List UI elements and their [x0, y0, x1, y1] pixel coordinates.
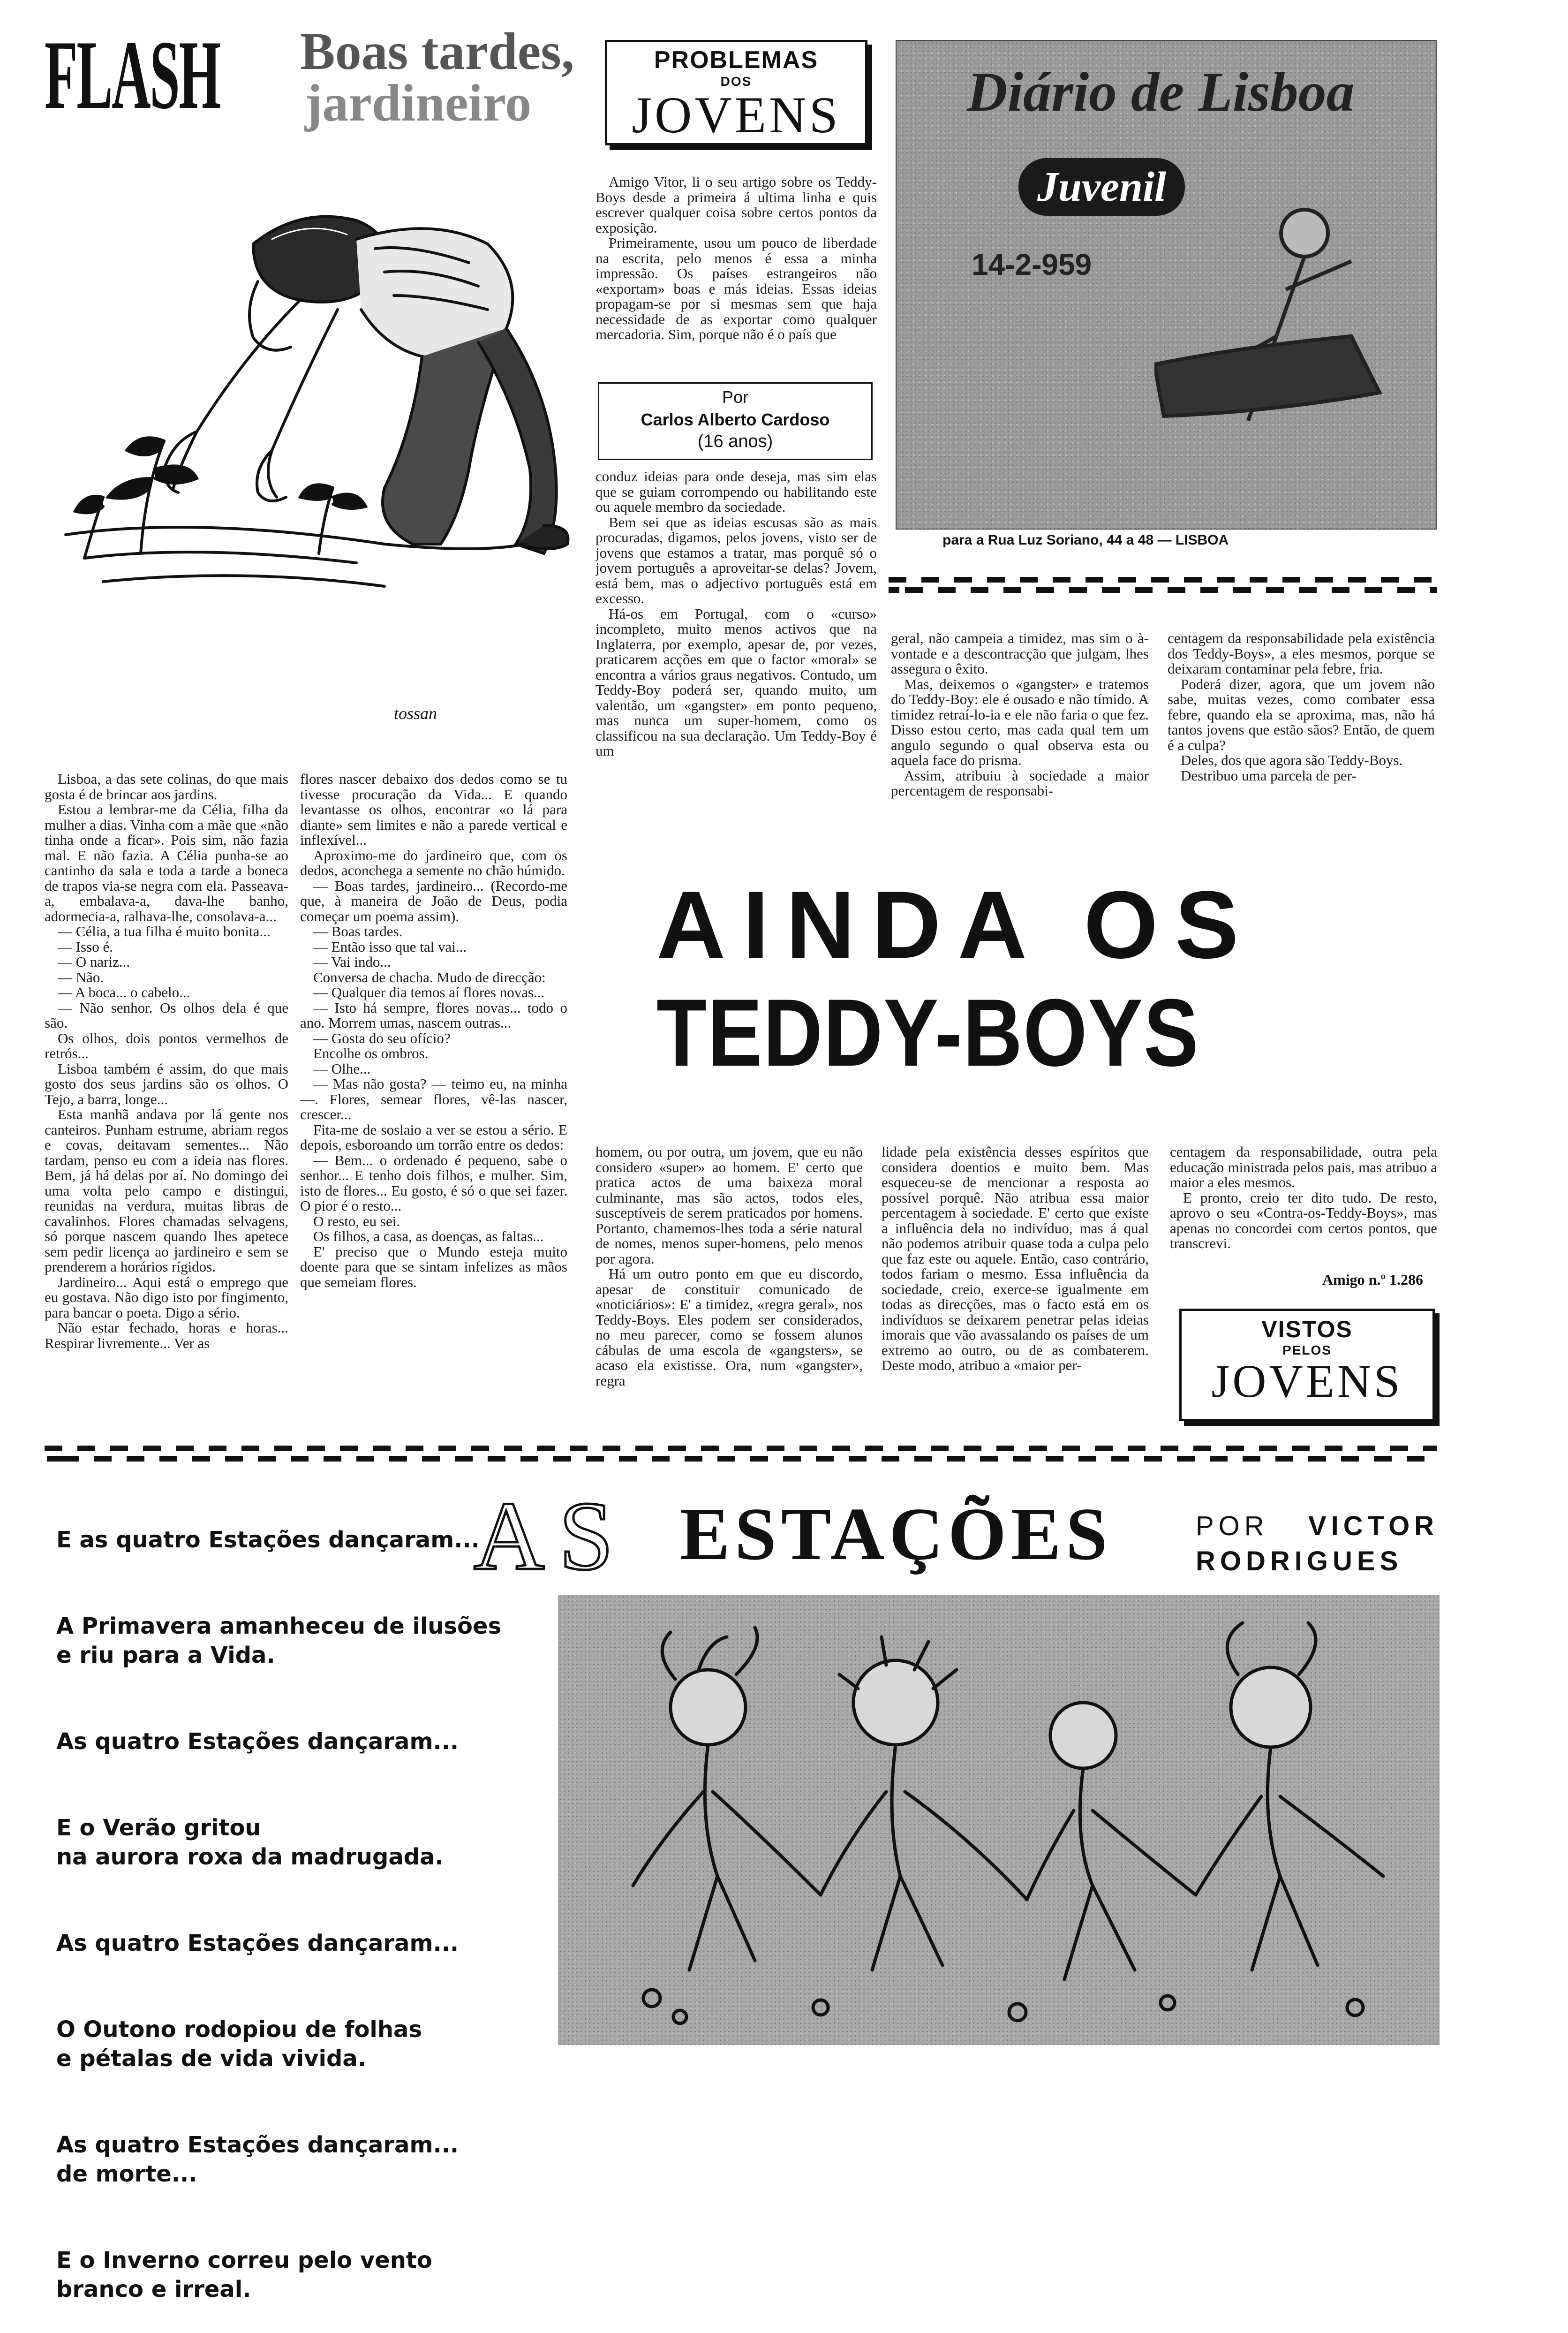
flash-c1-p4: — Isso é. [58, 938, 113, 955]
problemas-col-a-p1: conduz ideias para onde deseja, mas sim elas que se guiam corrompendo ou habilitando este ou aquele membro da sociedade. [596, 469, 877, 515]
lower-col-a-p2: Há um outro ponto em que eu discordo, apesar de constituir comunicado de «noticiários»: E' a timidez, «regra geral», nos Teddy-Boys. Eles podem ser considerados, no meu parecer, como se fossem alunos cábulas de uma escola de «gangsters», se acaso ela existisse. Ora, num «gangster», regra [596, 1265, 863, 1389]
problemas-col-a-p3: Há-os em Portugal, com o «curso» incompleto, muito menos activos que na Inglaterra, por exemplo, apesar de, por vezes, praticarem acções em que o factor «moral» se encontra a vários graus negativos. Contudo, um Teddy-Boy poderá ser, quando muito, um valentão, um «gangster» em ponto pequeno, mas nunca um super-homem, como os classificou na sua declaração. Um Teddy-Boy é um [596, 605, 877, 759]
lower-col-b-p1: lidade pela existência desses espíritos que considera doentios e muito bem. Mas esqueceu-se de mencionar a resposta ao possível porquê. Não atribua essa maior percentagem à sociedade. E' certo que existe a influência dela no indivíduo, mas á qual não podemos atribuir quase toda a culpa pelo que faz este ou aquele. Então, caso contrário, todos fariam o mesmo. Essa influência da sociedade, creio, exerce-se igualmente em todas as direcções, mas o facto está em os indivíduos se deixarem penetrar pelas ideias imorais que vão avassalando os países de um extremo ao outro, ou de as combaterem. Deste modo, atribuo a «maior per- [882, 1144, 1149, 1373]
flash-c2-p18: E' preciso que o Mundo esteja muito doente para que se sintam infelizes as mãos que semeiam flores. [300, 1243, 567, 1290]
byline-por: Por [722, 387, 749, 407]
flash-c2-p4: — Boas tardes. [313, 923, 403, 939]
byline-name: Carlos Alberto Cardoso [641, 410, 830, 429]
flash-c1-p2: Estou a lembrar-me da Célia, filha da mulher a dias. Vinha com a mãe que «não tinha onde a ficar». Pois sim, não fazia mal. E não fazia. A Célia punha-se ao cantinho da sala e toda a tarde a boneca de trapos via-se negra com ela. Passeava-a, embalava-a, dava-lhe banho, adormecia-a, ralhava-lhe, consolava-a... [45, 801, 288, 924]
problemas-line2: DOS [720, 74, 752, 89]
estacoes-author-line2: RODRIGUES [1196, 1546, 1403, 1576]
flash-c1-p10: Lisboa também é assim, do que mais gosto dos seus jardins são os olhos. O Tejo, a barra, longe... [45, 1060, 288, 1107]
poem-stanza-3: As quatro Estações dançaram... [56, 1728, 459, 1755]
lower-col-a-p1: homem, ou por outra, um jovem, que eu não considero «super» ao homem. E' certo que pratica actos de uma baixeza moral culminante, mas são actos, todos eles, susceptíveis de serem praticados por homens. Portanto, chamemos-lhes toda a série natural de nomes, menos super-homens, pelo menos por agora. [596, 1144, 863, 1267]
ad-caption: para a Rua Luz Soriano, 44 a 48 — LISBOA [942, 532, 1229, 548]
poem-stanza-4: E o Verão gritou na aurora roxa da madrugada. [56, 1815, 444, 1870]
poem-stanza-6: O Outono rodopiou de folhas e pétalas de vida vivida. [56, 2016, 422, 2072]
dashed-rule-wide [45, 1446, 1437, 1451]
flash-c2-p3: — Boas tardes, jardineiro... (Recordo-me que, à maneira de João de Deus, podia começar um poema assim). [300, 877, 567, 924]
poem-stanza-5: As quatro Estações dançaram... [56, 1930, 459, 1956]
problemas-col-c-p1: centagem da responsabilidade pela existência dos Teddy-Boys», a eles mesmos, porque se deixaram contaminar pela febre, fria. [1168, 631, 1435, 677]
flash-c2-p7: Conversa de chacha. Mudo de direcção: [313, 969, 546, 985]
lower-col-c [1170, 1144, 1437, 1266]
estacoes-poem [56, 1496, 553, 2333]
problemas-col-b-p1: geral, não campeia a timidez, mas sim o à-vontade e a descontracção que julgam, lhes assegura o êxito. [891, 631, 1149, 677]
flash-c2-p17: Os filhos, a casa, as doenças, as faltas... [313, 1228, 544, 1244]
poem-stanza-1: E as quatro Estações dançaram... [56, 1527, 480, 1553]
ad-date: 14-2-959 [972, 248, 1092, 281]
vistos-line3: JOVENS [1211, 1355, 1403, 1407]
flash-logo: FLASH [45, 21, 220, 129]
flash-c2-p5: — Então isso que tal vai... [313, 938, 467, 955]
headline-line1: AINDA OS [656, 871, 1256, 978]
poem-stanza-8: E o Inverno correu pelo vento branco e irreal. [56, 2247, 432, 2303]
problemas-col-a-p2: Bem sei que as ideias escusas são as mais procuradas, digamos, pelos jovens, visto ser de jovens que estamos a tratar, mas porquê só o jovem português a aproveitar-se delas? Jovem, está bem, mas o adjectivo português está em excesso. [596, 514, 877, 606]
lower-col-c-p2: E pronto, creio ter dito tudo. De resto, aprovo o seu «Contra-os-Teddy-Boys», mas apenas no concordei com certos pontos, que transcrevi. [1170, 1189, 1437, 1251]
headline-line2: TEDDY-BOYS [656, 979, 1199, 1086]
estacoes-por: POR [1196, 1511, 1269, 1541]
flash-c1-p11: Esta manhã andava por lá gente nos canteiros. Punham estrume, abriam regos e covas, deitavam sementes... Não tardam, penso eu com a ideia nas flores. Bem, já há delas por aí. No domingo dei uma volta pelo campo e distingui, reunidas na verdura, muitas libras de cavalinhos. Flores chamadas selvagens, só porque nascem quando lhes apetece sem pedir licença ao jardineiro e sem se prenderem a horários rígidos. [45, 1106, 288, 1275]
problemas-col-b-p2: Mas, deixemos o «gangster» e tratemos do Teddy-Boy: ele é ousado e não tímido. A timidez retraí-lo-ia e ele não faria o que fez. Disso estou certo, mas cada qual tem um angulo segundo o qual observa esta ou aquela face do prisma. [891, 675, 1149, 768]
flash-title-line2: jardineiro [305, 74, 532, 132]
problemas-line3: JOVENS [632, 86, 841, 144]
flash-c1-p6: — Não. [58, 969, 104, 985]
flash-c2-p6: — Vai indo... [313, 954, 391, 970]
advertisement-image [896, 40, 1437, 530]
vistos-line2: PELOS [1282, 1343, 1332, 1357]
flash-c2-p16: O resto, eu sei. [313, 1212, 400, 1229]
lower-col-b [882, 1144, 1149, 1426]
dashed-rule-top-2 [889, 587, 1437, 593]
estacoes-author-line1: VICTOR [1308, 1511, 1439, 1541]
flash-c1-p12: Jardineiro... Aqui está o emprego que eu gostava. Não digo isto por fingimento, para bancar o poeta. Digo a sério. [45, 1273, 288, 1321]
signoff: Amigo n.º 1.286 [1322, 1271, 1424, 1288]
flash-c2-p1: flores nascer debaixo dos dedos como se tu tivesse procuração da Vida... E quando levantasse os olhos, encontrar «o lá para diante» sem limites e não a parede vertical e inflexível... [300, 772, 567, 848]
ad-masthead: Diário de Lisboa [967, 61, 1355, 123]
poem-stanza-7: As quatro Estações dançaram... de morte... [56, 2132, 459, 2187]
estacoes-title-main: ESTAÇÕES [680, 1492, 1112, 1576]
dancing-figures [558, 1595, 1440, 2045]
problemas-col-b-p3: Assim, atribuiu à sociedade a maior percentagem de responsabi- [891, 767, 1149, 799]
ad-figure [1154, 196, 1398, 439]
flash-c1-p13: Não estar fechado, horas e horas... Respirar livremente... Ver as [45, 1319, 288, 1351]
dashed-rule-top [889, 577, 1437, 583]
lower-col-c-p1: centagem da responsabilidade, outra pela educação ministrada pelos pais, mas atribuo a maior a eles mesmos. [1170, 1144, 1437, 1190]
lower-col-a [596, 1144, 863, 1426]
flash-c2-p8: — Qualquer dia temos aí flores novas... [313, 984, 545, 1000]
flash-c1-p7: — A boca... o cabelo... [58, 984, 190, 1000]
flash-c2-p14: Fita-me de soslaio a ver se estou a sério. E depois, esboroando um torrão entre os dedos: [300, 1121, 567, 1153]
problemas-col-c [1168, 631, 1435, 851]
problemas-col-b [891, 631, 1149, 851]
flash-c2-p2: Aproximo-me do jardineiro que, com os dedos, aconchega a semente no chão húmido. [300, 847, 567, 879]
flash-c2-p15: — Bem... o ordenado é pequeno, sabe o senhor... E tenho dois filhos, e mulher. Sim, isto de flores... Eu gosto, é só o que sei fazer. O pior é o resto... [300, 1151, 567, 1214]
problemas-box [605, 40, 867, 145]
estacoes-title-as: AS [474, 1482, 628, 1591]
problemas-intro-p2: Primeiramente, usou um pouco de liberdade na escrita, pelo menos é essa a minha impressão. Os países estrangeiros não «exportam» boas e más ideias. Essas ideias propagam-se por si mesmas sem que haja necessidade de as exportar como qualquer mercadoria. Sim, porque não é o país que [596, 235, 877, 342]
problemas-col-c-p2: Poderá dizer, agora, que um jovem não sabe, muitas vezes, como combater essa febre, quando ela se aproxima, mas, não há tantos jovens que estão sãos? Então, de quem é a culpa? [1168, 675, 1435, 753]
gardener-illustration [56, 188, 581, 741]
flash-c2-p13: — Mas não gosta? — teimo eu, na minha —. Flores, semear flores, vê-las nascer, crescer... [300, 1076, 567, 1122]
flash-column-1 [45, 772, 288, 1419]
flash-column-2 [300, 772, 567, 1419]
flash-c2-p9: — Isto há sempre, flores novas... todo o ano. Morrem umas, nascem outras... [300, 999, 567, 1031]
flash-c1-p9: Os olhos, dois pontos vermelhos de retrós... [45, 1030, 288, 1061]
problemas-col-a [596, 469, 877, 854]
ad-subtitle: Juvenil [1018, 158, 1185, 216]
flash-c2-p11: Encolhe os ombros. [313, 1045, 429, 1061]
illustration-signature: tossan [394, 704, 437, 723]
problemas-col-c-p4: Destribuo uma parcela de per- [1181, 767, 1357, 784]
vistos-line1: VISTOS [1261, 1316, 1353, 1342]
dancing-seasons-illustration [558, 1595, 1440, 2045]
flash-c1-p5: — O nariz... [58, 954, 130, 970]
dashed-rule-wide-2 [45, 1456, 1437, 1462]
byline-age: (16 anos) [697, 432, 773, 451]
flash-c1-p3: — Célia, a tua filha é muito bonita... [58, 923, 271, 939]
flash-title [300, 23, 581, 132]
flash-c2-p10: — Gosta do seu ofício? [313, 1030, 451, 1046]
flash-c2-p12: — Olhe... [313, 1060, 371, 1077]
flash-c1-p8: — Não senhor. Os olhos dela é que são. [45, 999, 288, 1031]
problemas-intro-p1: Amigo Vitor, li o seu artigo sobre os Teddy-Boys desde a primeira á ultima linha e quis escrever qualquer coisa sobre certos pontos da exposição. [596, 174, 877, 236]
vistos-box [1179, 1309, 1435, 1421]
problemas-intro [596, 174, 877, 381]
poem-stanza-2: A Primavera amanheceu de ilusões e riu para a Vida. [56, 1613, 502, 1668]
problemas-line1: PROBLEMAS [654, 46, 819, 74]
problemas-col-c-p3: Deles, dos que agora são Teddy-Boys. [1181, 752, 1403, 768]
flash-title-line1: Boas tardes, [300, 23, 574, 81]
byline-box [598, 382, 873, 460]
flash-c1-p1: Lisboa, a das sete colinas, do que mais gosta é de brincar aos jardins. [45, 772, 288, 803]
